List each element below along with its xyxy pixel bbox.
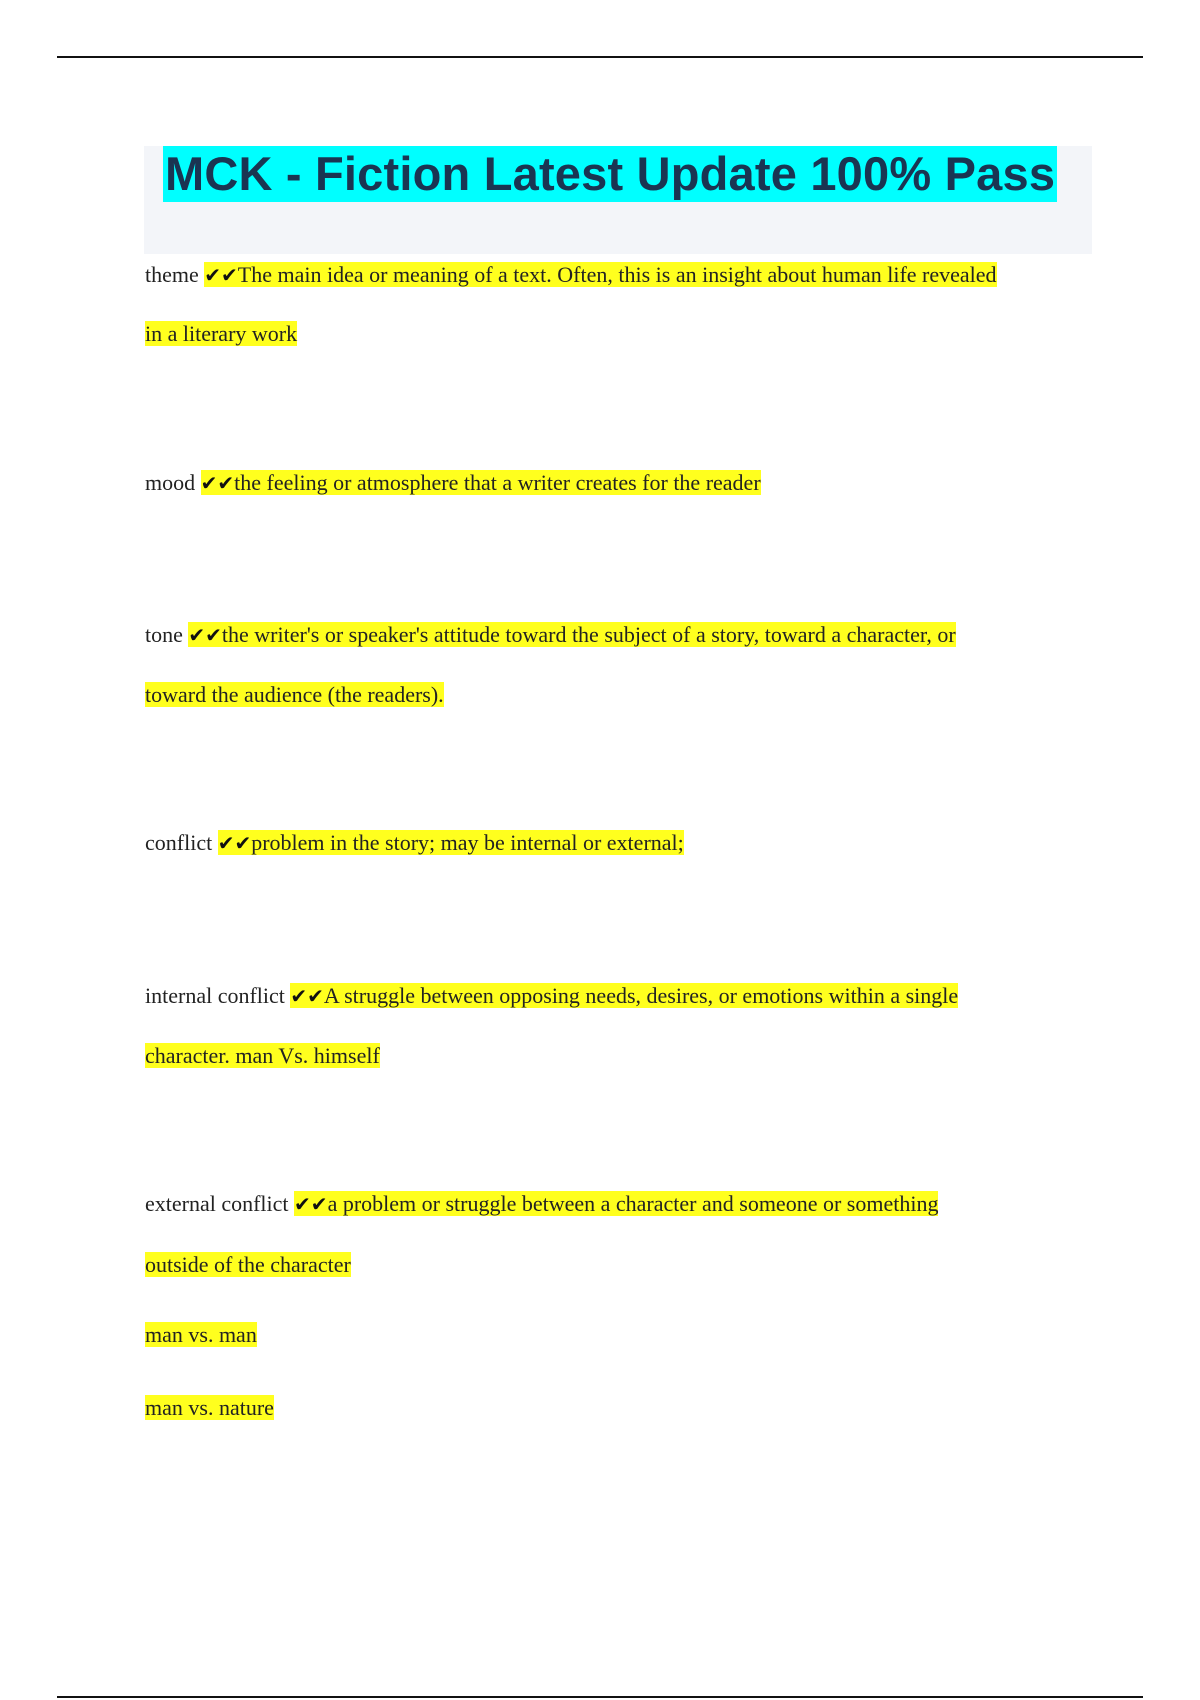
- entry-theme: [145, 260, 997, 290]
- definition-theme: [204, 262, 996, 287]
- top-rule: [57, 56, 1143, 58]
- bottom-rule: [57, 1696, 1143, 1698]
- term-external-conflict: external conflict: [145, 1191, 289, 1216]
- entry-mood: [145, 468, 761, 498]
- entry-internal-conflict-cont: [145, 1041, 380, 1071]
- entry-conflict: [145, 828, 684, 858]
- term-conflict: conflict: [145, 830, 213, 855]
- entry-tone-cont: [145, 680, 444, 710]
- definition-conflict: [218, 830, 684, 855]
- definition-internal-conflict-line1: A struggle between opposing needs, desires, or emotions within a single: [323, 983, 959, 1008]
- term-mood: mood: [145, 470, 196, 495]
- definition-external-conflict-line1: a problem or struggle between a character and someone or something: [327, 1191, 939, 1216]
- check-mark-icon: ✔✔: [294, 1192, 328, 1216]
- entry-external-conflict-cont: [145, 1250, 351, 1280]
- definition-internal-conflict: [290, 983, 958, 1008]
- entry-internal-conflict: [145, 981, 958, 1011]
- check-mark-icon: ✔✔: [188, 623, 222, 647]
- definition-theme-line2: in a literary work: [145, 321, 298, 346]
- check-mark-icon: ✔✔: [200, 471, 235, 495]
- definition-internal-conflict-line2: character. man Vs. himself: [145, 1043, 380, 1068]
- definition-mood-line1: the feeling or atmosphere that a writer creates for the reader: [234, 470, 761, 495]
- check-mark-icon: ✔✔: [204, 263, 238, 287]
- definition-theme-line1: The main idea or meaning of a text. Often, this is an insight about human life revealed: [237, 262, 997, 287]
- entry-theme-cont: [145, 319, 297, 349]
- definition-conflict-line1: problem in the story; may be internal or external;: [251, 830, 684, 855]
- entry-external-conflict-extra-1: [145, 1320, 257, 1350]
- term-internal-conflict: internal conflict: [145, 983, 285, 1008]
- entry-tone: [145, 620, 956, 650]
- definition-tone-line2: toward the audience (the readers).: [145, 682, 444, 707]
- term-tone: tone: [145, 622, 183, 647]
- document-title: MCK - Fiction Latest Update 100% Pass: [165, 147, 1056, 200]
- definition-tone-line1: the writer's or speaker's attitude toward the subject of a story, toward a character, or: [221, 622, 956, 647]
- definition-mood: [201, 470, 761, 495]
- term-theme: theme: [145, 262, 199, 287]
- definition-external-conflict: [294, 1191, 938, 1216]
- check-mark-icon: ✔✔: [217, 831, 252, 855]
- definition-tone: [188, 622, 955, 647]
- entry-external-conflict: [145, 1189, 938, 1219]
- check-mark-icon: ✔✔: [290, 984, 324, 1008]
- definition-external-conflict-extra-2: man vs. nature: [145, 1395, 274, 1420]
- entry-external-conflict-extra-2: [145, 1393, 274, 1423]
- definition-external-conflict-extra-1: man vs. man: [145, 1322, 257, 1347]
- definition-external-conflict-line2: outside of the character: [145, 1252, 351, 1277]
